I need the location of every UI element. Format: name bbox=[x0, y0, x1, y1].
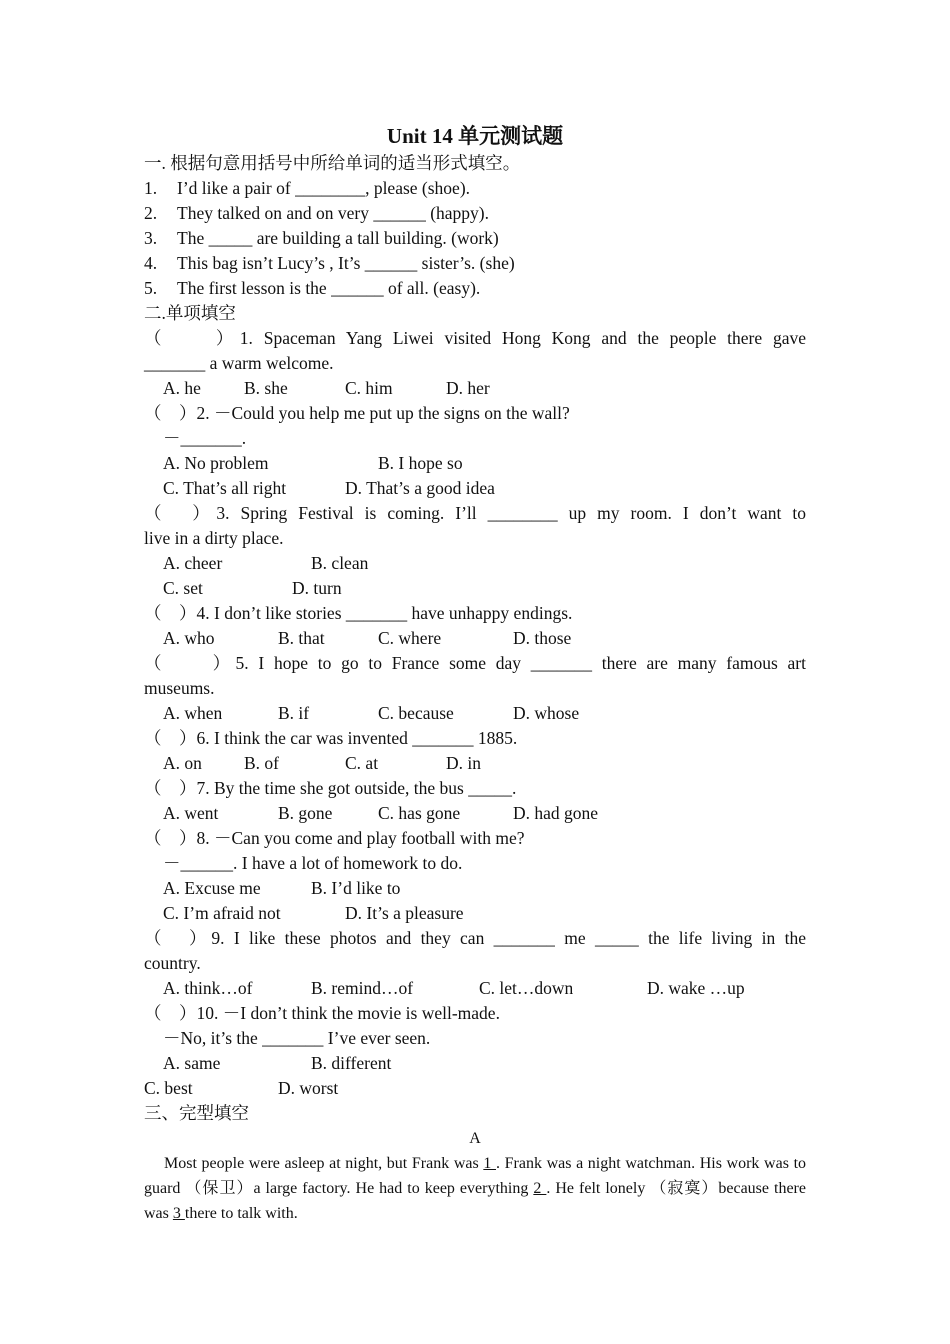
item-number: 5. bbox=[144, 278, 158, 298]
option-c: C. where bbox=[378, 628, 442, 648]
item-text: This bag isn’t Lucy’s , It’s ______ sister’s. (she) bbox=[177, 253, 515, 273]
option-a: A. on bbox=[163, 753, 202, 773]
option-b: B. gone bbox=[278, 803, 333, 823]
question-10-options-row-1 bbox=[144, 1051, 806, 1076]
question-8-stem: （ ）8. －Can you come and play football with me? bbox=[144, 828, 525, 848]
option-a: A. when bbox=[163, 703, 223, 723]
option-c: C. him bbox=[345, 378, 393, 398]
option-b: B. she bbox=[244, 378, 288, 398]
option-c: C. let…down bbox=[479, 978, 574, 998]
option-c: C. best bbox=[144, 1078, 193, 1098]
cloze-blank-3: 3 bbox=[172, 1205, 185, 1222]
question-1-options bbox=[144, 376, 806, 401]
section-2-heading: 二.单项填空 bbox=[144, 303, 236, 323]
option-d: D. wake …up bbox=[647, 978, 745, 998]
passage-text: there to talk with. bbox=[184, 1205, 298, 1222]
fill-item-1 bbox=[144, 176, 806, 201]
option-b: B. different bbox=[311, 1053, 392, 1073]
option-c: C. at bbox=[345, 753, 379, 773]
option-c: C. set bbox=[163, 578, 203, 598]
question-9-stem-cont: country. bbox=[144, 953, 201, 973]
item-text: The first lesson is the ______ of all. (easy). bbox=[177, 278, 481, 298]
item-number: 1. bbox=[144, 178, 158, 198]
question-3-stem-cont: live in a dirty place. bbox=[144, 528, 284, 548]
passage-text: . He felt lonely （寂寞）because there was bbox=[144, 1180, 806, 1222]
option-b: B. I hope so bbox=[378, 453, 463, 473]
document-body bbox=[144, 121, 806, 1226]
fill-item-4 bbox=[144, 251, 806, 276]
fill-item-3 bbox=[144, 226, 806, 251]
question-8-response: －______. I have a lot of homework to do. bbox=[163, 853, 463, 873]
question-2-response: －_______. bbox=[163, 428, 247, 448]
passage-text: . Frank was a night watchman. His work was to guard （保卫）a large factory. He had to keep everything bbox=[144, 1155, 807, 1197]
option-c: C. I’m afraid not bbox=[163, 903, 281, 923]
section-3-heading: 三、完型填空 bbox=[144, 1103, 249, 1123]
option-a: A. who bbox=[163, 628, 215, 648]
question-2-stem: （ ）2. －Could you help me put up the signs on the wall? bbox=[144, 403, 570, 423]
item-number: 3. bbox=[144, 228, 158, 248]
cloze-blank-2: 2 bbox=[533, 1180, 547, 1197]
option-b: B. I’d like to bbox=[311, 878, 401, 898]
option-a: A. same bbox=[163, 1053, 221, 1073]
option-c: C. has gone bbox=[378, 803, 461, 823]
question-9-options bbox=[144, 976, 806, 1001]
question-5-stem: （ ）5. I hope to go to France some day _______ there are many famous art bbox=[144, 653, 806, 673]
question-3-options-row-1 bbox=[144, 551, 806, 576]
question-2-options-row-2 bbox=[144, 476, 806, 501]
question-4-options bbox=[144, 626, 806, 651]
question-3-options-row-2 bbox=[144, 576, 806, 601]
option-a: A. think…of bbox=[163, 978, 253, 998]
item-number: 2. bbox=[144, 203, 158, 223]
question-5-stem-cont: museums. bbox=[144, 678, 215, 698]
option-a: A. he bbox=[163, 378, 201, 398]
question-7-stem: （ ）7. By the time she got outside, the bus _____. bbox=[144, 778, 517, 798]
question-3-stem: （ ）3. Spring Festival is coming. I’ll ________ up my room. I don’t want to bbox=[144, 503, 806, 523]
option-a: A. No problem bbox=[163, 453, 269, 473]
option-a: A. went bbox=[163, 803, 219, 823]
page-title: Unit 14 单元测试题 bbox=[386, 124, 564, 148]
option-c: C. because bbox=[378, 703, 454, 723]
passage-text: Most people were asleep at night, but Frank was bbox=[164, 1155, 484, 1172]
item-text: The _____ are building a tall building. (work) bbox=[177, 228, 499, 248]
option-d: D. her bbox=[446, 378, 490, 398]
fill-item-5 bbox=[144, 276, 806, 301]
option-d: D. in bbox=[446, 753, 481, 773]
option-b: B. if bbox=[278, 703, 310, 723]
question-10-options-row-2 bbox=[144, 1076, 806, 1101]
question-2-options-row-1 bbox=[144, 451, 806, 476]
question-8-options-row-2 bbox=[144, 901, 806, 926]
option-d: D. worst bbox=[278, 1078, 339, 1098]
option-b: B. clean bbox=[311, 553, 369, 573]
option-d: D. It’s a pleasure bbox=[345, 903, 464, 923]
item-number: 4. bbox=[144, 253, 158, 273]
cloze-passage bbox=[144, 1151, 806, 1226]
question-5-options bbox=[144, 701, 806, 726]
question-9-stem: （ ）9. I like these photos and they can _______ me _____ the life living in the bbox=[144, 928, 806, 948]
question-7-options bbox=[144, 801, 806, 826]
question-1-stem-cont: _______ a warm welcome. bbox=[144, 353, 334, 373]
question-4-stem: （ ）4. I don’t like stories _______ have unhappy endings. bbox=[144, 603, 573, 623]
question-10-stem: （ ）10. －I don’t think the movie is well-made. bbox=[144, 1003, 500, 1023]
question-6-stem: （ ）6. I think the car was invented _______ 1885. bbox=[144, 728, 518, 748]
option-d: D. had gone bbox=[513, 803, 599, 823]
option-b: B. that bbox=[278, 628, 325, 648]
question-1-stem: （ ）1. Spaceman Yang Liwei visited Hong Kong and the people there gave bbox=[144, 328, 806, 348]
option-d: D. whose bbox=[513, 703, 580, 723]
option-a: A. cheer bbox=[163, 553, 223, 573]
question-6-options bbox=[144, 751, 806, 776]
option-b: B. of bbox=[244, 753, 279, 773]
passage-label: A bbox=[469, 1130, 481, 1147]
option-c: C. That’s all right bbox=[163, 478, 287, 498]
item-text: They talked on and on very ______ (happy). bbox=[177, 203, 490, 223]
option-d: D. turn bbox=[292, 578, 342, 598]
option-a: A. Excuse me bbox=[163, 878, 261, 898]
cloze-blank-1: 1 bbox=[483, 1155, 496, 1172]
question-8-options-row-1 bbox=[144, 876, 806, 901]
fill-item-2 bbox=[144, 201, 806, 226]
section-1-heading: 一. 根据句意用括号中所给单词的适当形式填空。 bbox=[144, 153, 521, 173]
option-d: D. those bbox=[513, 628, 572, 648]
option-d: D. That’s a good idea bbox=[345, 478, 495, 498]
question-10-response: －No, it’s the _______ I’ve ever seen. bbox=[163, 1028, 431, 1048]
item-text: I’d like a pair of ________, please (shoe). bbox=[177, 178, 471, 198]
option-b: B. remind…of bbox=[311, 978, 414, 998]
